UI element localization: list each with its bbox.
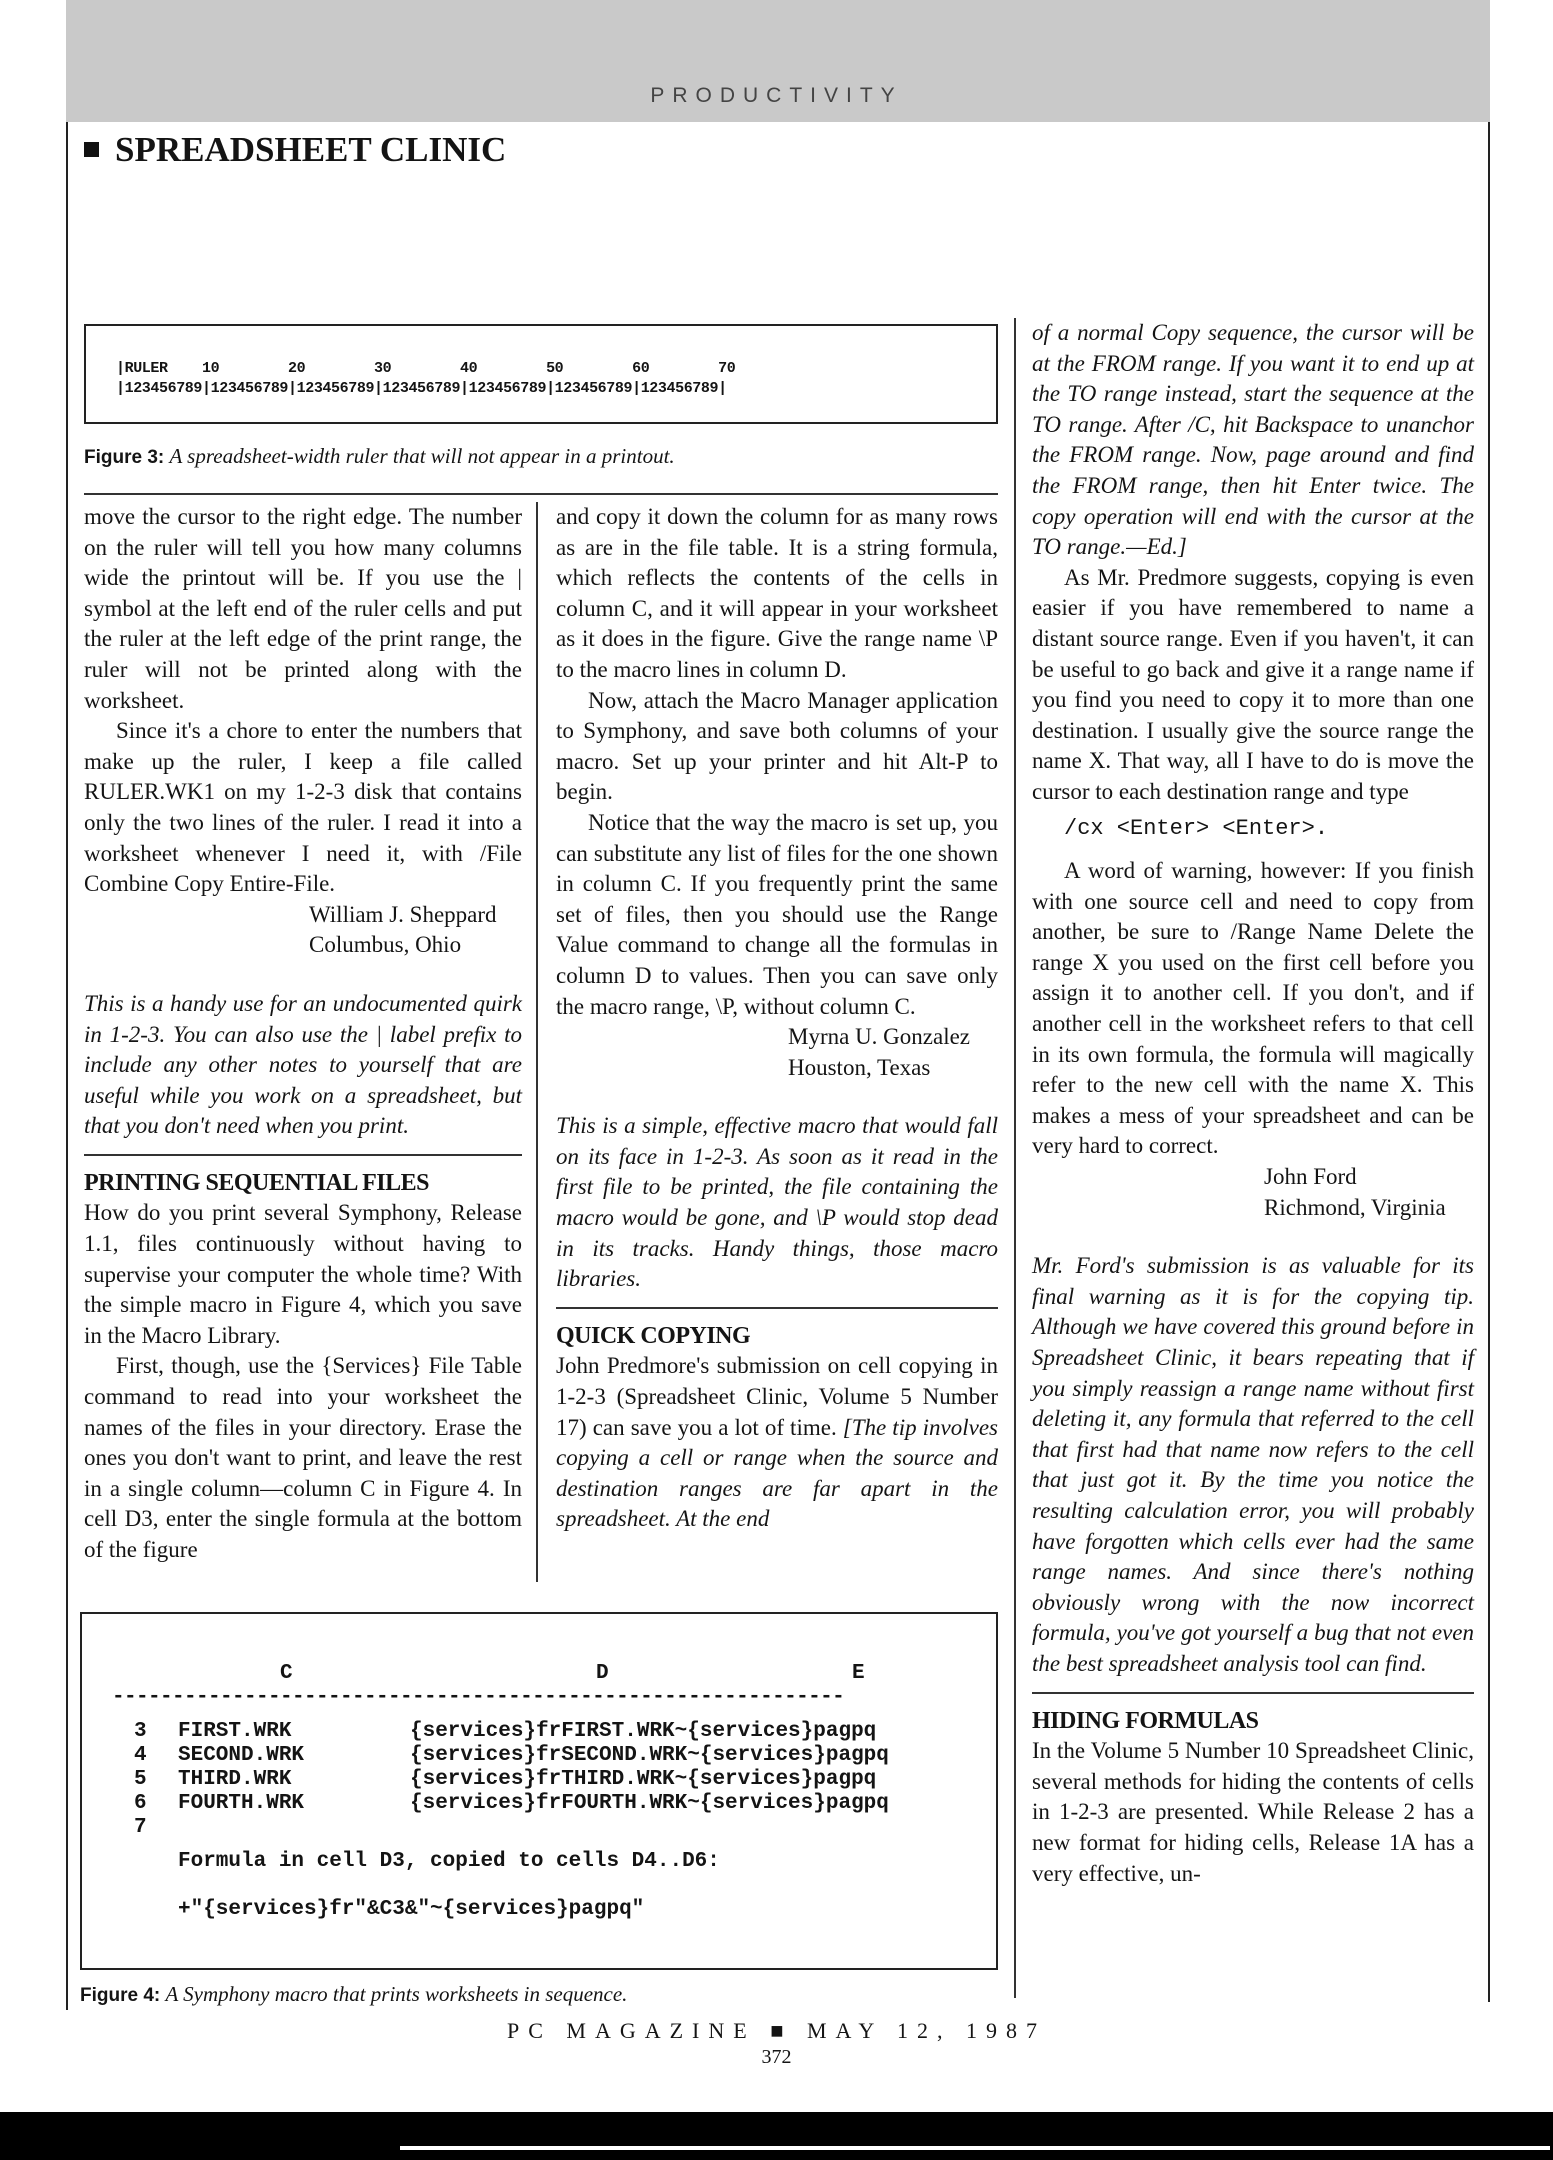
ruler-line-1: |RULER 10 20 30 40 50 60 70: [116, 360, 736, 377]
signature-place: Columbus, Ohio: [309, 932, 462, 958]
row-number: 7: [134, 1816, 147, 1839]
section-label: PRODUCTIVITY: [650, 84, 903, 107]
paragraph: First, though, use the {Services} File Table command to read into your worksheet the names of the files in your directory. Erase the ones you don't want to print, and leave the rest in a single column—column C in Figure 4. In cell D3, enter the single formula at the bottom of the figure: [84, 1353, 522, 1562]
paragraph: Now, attach the Macro Manager application to Symphony, and save both columns of your macro. Set up your printer and hit Alt-P to begin.: [556, 687, 998, 805]
signature-name: John Ford: [1264, 1164, 1357, 1190]
divider: [556, 1307, 998, 1309]
paragraph: Notice that the way the macro is set up, you can substitute any list of files for the one shown in column C. If you frequently print the same set of files, then you should use the Range Value command to change all the formulas in column D to values. Then you can save only the macro range, \P, without column C.: [556, 809, 998, 1019]
magazine-footer: PC MAGAZINE ■ MAY 12, 1987: [506, 2018, 1046, 2043]
column-header-e: E: [852, 1662, 865, 1685]
file-name: SECOND.WRK: [178, 1744, 305, 1767]
divider: [84, 1154, 522, 1156]
signature-place: Houston, Texas: [788, 1054, 931, 1080]
paragraph: John Predmore's submission on cell copying in 1-2-3 (Spreadsheet Clinic, Volume 5 Number 17) can save you a lot of time. [The tip involves copying a cell or range when the source and destination ranges are far apart in the spreadsheet. At the end: [556, 1353, 999, 1532]
page-number: 372: [761, 2046, 792, 2068]
bottom-band: [0, 2112, 1553, 2160]
macro-cell: {services}frFOURTH.WRK~{services}pagpq: [410, 1792, 889, 1815]
divider: [1032, 1692, 1474, 1694]
section-heading: HIDING FORMULAS: [1032, 1707, 1259, 1734]
figure-3-box: [84, 324, 998, 424]
row-number: 6: [134, 1792, 147, 1815]
paragraph: and copy it down the column for as many rows as are in the file table. It is a string formula, which reflects the contents of the cells in column C, and it will appear in your worksheet as it does in the figure. Give the range name \P to the macro lines in column D.: [556, 504, 998, 682]
column-rule: [536, 502, 538, 1582]
figure-4-box: [80, 1612, 998, 1970]
column-header-c: C: [280, 1662, 293, 1685]
paragraph: In the Volume 5 Number 10 Spreadsheet Clinic, several methods for hiding the contents of cells in 1-2-3 are presented. While Release 2 has a new format for hiding cells, Release 1A has a very effective, un-: [1032, 1738, 1474, 1886]
page-border-left: [66, 122, 68, 2010]
column-title: SPREADSHEET CLINIC: [84, 130, 506, 170]
divider: [84, 493, 998, 495]
macro-cell: {services}frTHIRD.WRK~{services}pagpq: [410, 1768, 877, 1791]
paragraph: How do you print several Symphony, Release 1.1, files continuously without having to supervise your computer the whole time? With the simple macro in Figure 4, which you save in the Macro Library.: [84, 1200, 522, 1348]
row-number: 5: [134, 1768, 147, 1791]
figure-3-caption: Figure 3: A spreadsheet-width ruler that will not appear in a printout.: [84, 444, 675, 468]
formula: +"{services}fr"&C3&"~{services}pagpq": [178, 1898, 645, 1921]
column-2: [556, 502, 998, 1535]
macro-cell: {services}frFIRST.WRK~{services}pagpq: [410, 1720, 877, 1743]
section-heading: PRINTING SEQUENTIAL FILES: [84, 1169, 429, 1196]
editor-note: This is a handy use for an undocumented quirk in 1-2-3. You can also use the | label prefix to include any other notes to yourself that are useful while you work on a spreadsheet, but that you don't need when you print.: [84, 990, 522, 1139]
section-heading: QUICK COPYING: [556, 1322, 751, 1349]
column-rule: [1014, 318, 1016, 1998]
bullet-square-icon: [84, 142, 99, 157]
paragraph: Since it's a chore to enter the numbers that make up the ruler, I keep a file called RULER.WK1 on my 1-2-3 disk that contains only the two lines of the ruler. I read it into a worksheet whenever I need it, with /File Combine Copy Entire-File.: [84, 718, 522, 897]
page-border-right: [1488, 122, 1490, 2002]
signature-place: Richmond, Virginia: [1264, 1194, 1446, 1220]
figure-4-caption: Figure 4: A Symphony macro that prints worksheets in sequence.: [80, 1982, 628, 2006]
column-header-d: D: [596, 1662, 609, 1685]
row-number: 3: [134, 1720, 147, 1743]
file-name: THIRD.WRK: [178, 1768, 292, 1791]
file-name: FOURTH.WRK: [178, 1792, 305, 1815]
paragraph: A word of warning, however: If you finish with one source cell and need to copy from another, be sure to /Range Name Delete the range X you used on the first cell before you assign it to another cell. If you don't, and if another cell in the worksheet refers to that cell in its own formula, the formula will magically refer to the new cell with the name X. This makes a mess of your spreadsheet and can be very hard to correct.: [1032, 858, 1474, 1159]
signature-name: William J. Sheppard: [309, 901, 497, 927]
column-3: [1032, 318, 1474, 1889]
row-number: 4: [134, 1744, 147, 1767]
column-1: [84, 502, 522, 1566]
file-name: FIRST.WRK: [178, 1720, 292, 1743]
paragraph: move the cursor to the right edge. The number on the ruler will tell you how many columns wide the printout will be. If you use the | symbol at the left end of the ruler cells and put the ruler at the left edge of the print range, the ruler will not be printed along with the worksheet.: [84, 504, 522, 713]
paragraph: As Mr. Predmore suggests, copying is even easier if you have remembered to name a distant source range. Even if you haven't, it can be useful to go back and give it a range name if you find you need to copy it to more than one destination. I usually give the source range the name X. That way, all I have to do is move the cursor to each destination range and type: [1032, 564, 1474, 804]
ruler-line-2: |123456789|123456789|123456789|123456789|123456789|123456789|123456789|: [116, 380, 727, 397]
editor-note: This is a simple, effective macro that would fall on its face in 1-2-3. As soon as it read in the first file to be printed, the file containing the macro would be gone, and \P would stop dead in its tracks. Handy things, those macro libraries.: [556, 1113, 998, 1292]
formula-label: Formula in cell D3, copied to cells D4..D6:: [178, 1850, 720, 1873]
macro-cell: {services}frSECOND.WRK~{services}pagpq: [410, 1744, 889, 1767]
signature-name: Myrna U. Gonzalez: [788, 1024, 971, 1050]
editor-note: Mr. Ford's submission is as valuable for its final warning as it is for the copying tip. Although we have covered this ground before in Spreadsheet Clinic, it bears repeating that if you simply reassign a range name without first deleting it, any formula that referred to the cell that first had that name now refers to the cell that just got it. By the time you notice the resulting calculation error, you will probably have forgotten which cells ever had the same range names. And since there's nothing obviously wrong with the now incorrect formula, you've got yourself a bug that not even the best spreadsheet analysis tool can find.: [1032, 1253, 1474, 1676]
code-snippet: /cx <Enter> <Enter>.: [1064, 815, 1329, 841]
editor-note-continued: of a normal Copy sequence, the cursor will be at the FROM range. If you want it to end up at the TO range instead, start the sequence at the TO range. After /C, hit Backspace to unanchor the FROM range. Now, page around and find the FROM range, then hit Enter twice. The copy operation will end with the cursor at the TO range.—Ed.]: [1032, 320, 1474, 560]
dash-rule: -------------------------------------------------------------: [112, 1686, 845, 1709]
